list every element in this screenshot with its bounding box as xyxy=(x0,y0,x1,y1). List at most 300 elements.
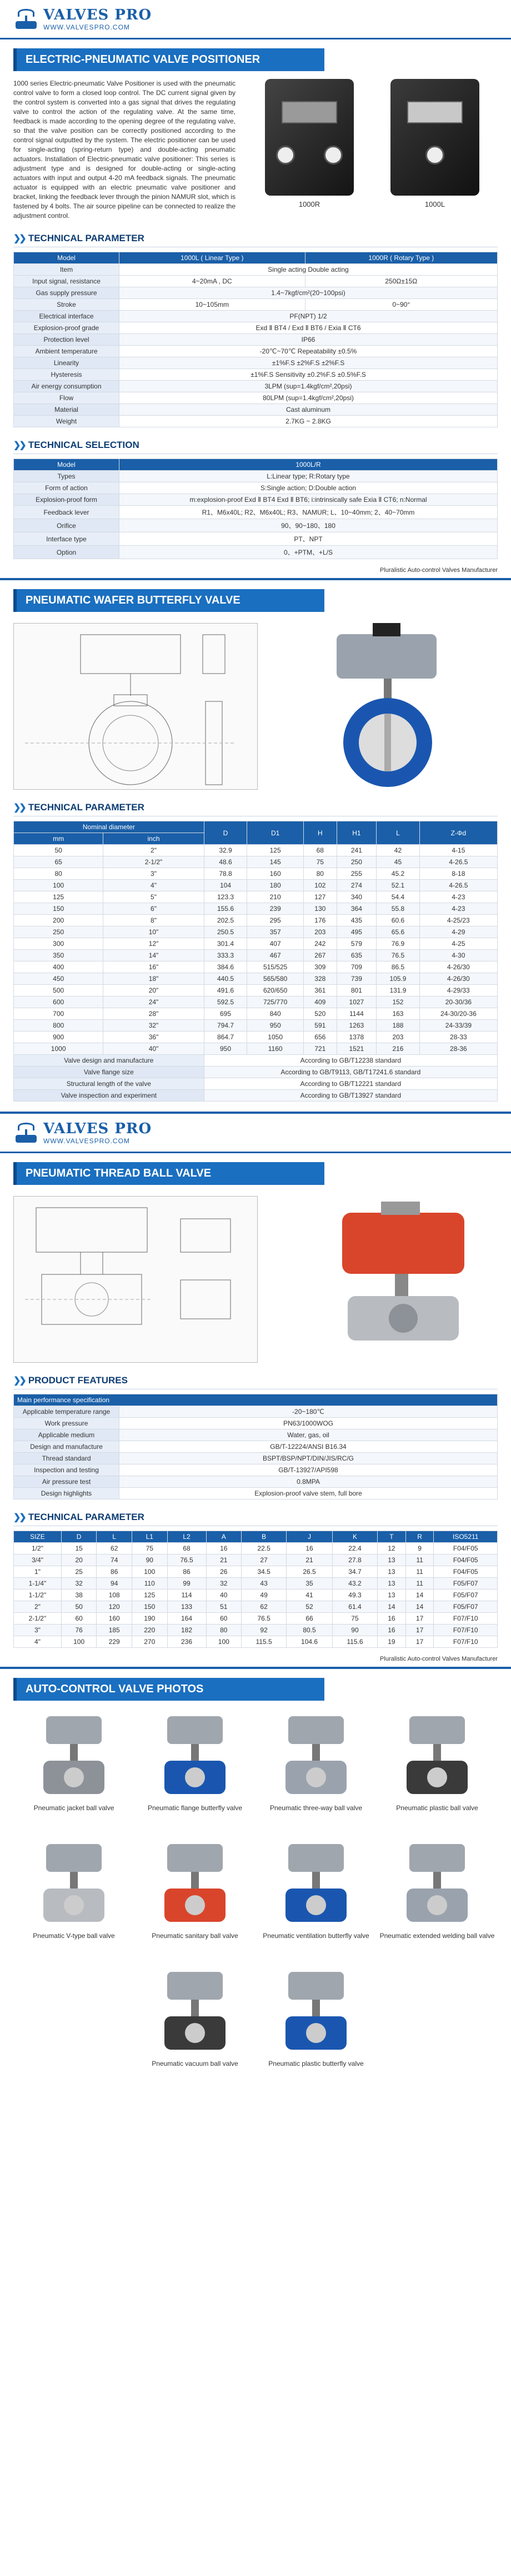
table-row xyxy=(14,471,498,482)
table-cell: 900 xyxy=(14,1032,103,1043)
table-cell: 190 xyxy=(132,1613,167,1625)
table-cell: 4-26.5 xyxy=(419,856,497,868)
photos-banner: AUTO-CONTROL VALVE PHOTOS xyxy=(13,1678,324,1701)
table-row xyxy=(14,961,498,973)
table-cell: 333.3 xyxy=(204,950,247,961)
table-cell: 21 xyxy=(287,1554,333,1566)
table-header: 1000L/R xyxy=(119,459,498,471)
table-cell: 11 xyxy=(405,1554,434,1566)
table-cell: 75 xyxy=(132,1543,167,1554)
table-cell: 520 xyxy=(304,1008,337,1020)
table-cell: 0.8MPA xyxy=(119,1476,498,1488)
table-row xyxy=(14,1476,498,1488)
table-cell: F04/F05 xyxy=(434,1554,498,1566)
table-cell: 27.8 xyxy=(332,1554,377,1566)
table-cell: 155.6 xyxy=(204,903,247,915)
table-cell: m:explosion-proof Exd Ⅱ BT4 Exd Ⅱ BT6; i:intrinsically safe Exia Ⅱ CT6; n:Normal xyxy=(119,494,498,506)
table-cell: 515/525 xyxy=(247,961,304,973)
table-cell: 80 xyxy=(304,868,337,880)
table-cell: 28" xyxy=(103,1008,204,1020)
table-cell: 42 xyxy=(377,845,420,856)
table-cell: 3/4" xyxy=(14,1554,62,1566)
table-cell: 11 xyxy=(405,1578,434,1590)
table-row xyxy=(14,1453,498,1464)
table-cell: 2" xyxy=(14,1601,62,1613)
table-cell: 68 xyxy=(304,845,337,856)
table-row xyxy=(14,1090,498,1102)
table-cell: Water, gas, oil xyxy=(119,1429,498,1441)
table-cell: Valve flange size xyxy=(14,1067,204,1078)
table-cell: 407 xyxy=(247,938,304,950)
table-cell: 104 xyxy=(204,880,247,891)
section-title: ❯❯ TECHNICAL PARAMETER xyxy=(13,802,498,816)
chevron-right-icon: ❯❯ xyxy=(13,1376,25,1386)
table-cell: 1000 xyxy=(14,1043,103,1055)
table-header: D xyxy=(61,1531,97,1543)
table-cell: 4-26/30 xyxy=(419,961,497,973)
positioner-description: 1000 series Electric-pneumatic Valve Positioner is used with the pneumatic control valve to form a closed loop control. The DC current signal given by the control system is converted into a gas signal that drives the regulating valve to control the action of the regulating valve. At the same time, feedback is made according to the opening degree of the regulating valve, so that the valve position can be correctly positioned according to the control signal outputted by the system. The electric positioner can be used for single-acting (spring-return type) and double-acting pneumatic actuators. Installation of Electric-pneumatic valve positioner: This series is adjustment type and is designed for double-acting or single-acting actuators with input and output 4-20 mA feedback signals. The pneumatic actuator is equipped with an electric pneumatic valve positioner and bracket, linking the feedback lever through the pinion NAMUR slot, which is fastened by 4 bolts. The air source pipeline can be connected to realize the adjustment control. xyxy=(13,79,236,220)
table-cell: 34.5 xyxy=(242,1566,287,1578)
photo-caption: Pneumatic sanitary ball valve xyxy=(152,1932,238,1940)
table-cell: 656 xyxy=(304,1032,337,1043)
table-row xyxy=(14,1590,498,1601)
table-cell: 100 xyxy=(14,880,103,891)
table-cell: Types xyxy=(14,471,119,482)
table-cell: 361 xyxy=(304,985,337,996)
photo-item xyxy=(134,1840,255,1967)
table-cell: -20℃~70℃ Repeatability ±0.5% xyxy=(119,346,498,357)
table-cell: 28-33 xyxy=(419,1032,497,1043)
table-row xyxy=(14,856,498,868)
table-row xyxy=(14,903,498,915)
valve-photo-icon xyxy=(269,1967,363,2056)
table-cell: 220 xyxy=(132,1625,167,1636)
table-cell: 32 xyxy=(206,1578,242,1590)
table-row xyxy=(14,1531,498,1543)
photo-item xyxy=(134,1712,255,1840)
table-cell: 78.8 xyxy=(204,868,247,880)
table-cell: 4~20mA , DC xyxy=(119,276,305,287)
table-cell: 3" xyxy=(103,868,204,880)
table-cell: 45 xyxy=(377,856,420,868)
table-cell: -20~180℃ xyxy=(119,1406,498,1418)
table-cell: 100 xyxy=(132,1566,167,1578)
valve-photo-icon xyxy=(390,1840,484,1929)
table-cell: 43 xyxy=(242,1578,287,1590)
table-row xyxy=(14,1020,498,1032)
table-cell: Explosion-proof grade xyxy=(14,322,119,334)
positioner-tech-table xyxy=(13,252,498,427)
positioner-1000r xyxy=(259,79,359,221)
table-cell: 295 xyxy=(247,915,304,926)
valve-photo-icon xyxy=(269,1712,363,1801)
table-cell: 100 xyxy=(61,1636,97,1648)
table-row xyxy=(14,1394,498,1406)
table-cell: 182 xyxy=(167,1625,206,1636)
table-row xyxy=(14,357,498,369)
table-cell: PT、NPT xyxy=(119,532,498,546)
table-cell: 17 xyxy=(405,1625,434,1636)
positioner-banner: ELECTRIC-PNEUMATIC VALVE POSITIONER xyxy=(13,48,324,71)
table-cell: 20-30/36 xyxy=(419,996,497,1008)
table-row xyxy=(14,322,498,334)
table-cell: 725/770 xyxy=(247,996,304,1008)
table-row xyxy=(14,311,498,322)
table-row xyxy=(14,532,498,546)
table-cell: PF(NPT) 1/2 xyxy=(119,311,498,322)
table-cell: 86.5 xyxy=(377,961,420,973)
table-cell: 34.7 xyxy=(332,1566,377,1578)
table-header: T xyxy=(378,1531,406,1543)
table-cell: 4-26.5 xyxy=(419,880,497,891)
table-cell: 65 xyxy=(14,856,103,868)
table-cell: 695 xyxy=(204,1008,247,1020)
table-cell: 68 xyxy=(167,1543,206,1554)
table-cell: 202.5 xyxy=(204,915,247,926)
table-cell: F07/F10 xyxy=(434,1613,498,1625)
table-header: mm xyxy=(14,833,103,845)
table-row xyxy=(14,1543,498,1554)
ball-drawing-icon xyxy=(13,1196,258,1363)
table-cell: Weight xyxy=(14,416,119,427)
table-cell: ±1%F.S Sensitivity ±0.2%F.S ±0.5%F.S xyxy=(119,369,498,381)
table-cell: 2-1/2" xyxy=(14,1613,62,1625)
table-row xyxy=(14,381,498,392)
ball-banner: PNEUMATIC THREAD BALL VALVE xyxy=(13,1162,324,1185)
table-row xyxy=(14,369,498,381)
table-header: Nominal diameter xyxy=(14,821,204,833)
table-cell: 152 xyxy=(377,996,420,1008)
table-cell: 49.3 xyxy=(332,1590,377,1601)
table-cell: 45.2 xyxy=(377,868,420,880)
table-cell: 450 xyxy=(14,973,103,985)
table-row xyxy=(14,276,498,287)
table-header: Model xyxy=(14,252,119,264)
table-cell: 301.4 xyxy=(204,938,247,950)
table-cell: 200 xyxy=(14,915,103,926)
table-cell: 13 xyxy=(378,1554,406,1566)
table-cell: 1/2" xyxy=(14,1543,62,1554)
table-cell: Explosion-proof form xyxy=(14,494,119,506)
table-cell: 409 xyxy=(304,996,337,1008)
table-cell: 591 xyxy=(304,1020,337,1032)
table-cell: 16 xyxy=(378,1613,406,1625)
table-cell: 4" xyxy=(103,880,204,891)
table-cell: 250 xyxy=(14,926,103,938)
table-cell: Work pressure xyxy=(14,1418,119,1429)
table-cell: 22.5 xyxy=(242,1543,287,1554)
table-cell: Stroke xyxy=(14,299,119,311)
table-header: K xyxy=(332,1531,377,1543)
table-cell: 90、90~180、180 xyxy=(119,519,498,532)
section-title: ❯❯ TECHNICAL PARAMETER xyxy=(13,233,498,247)
table-cell: 20" xyxy=(103,985,204,996)
table-row xyxy=(14,287,498,299)
table-cell: 62 xyxy=(97,1543,132,1554)
table-cell: 60 xyxy=(61,1613,97,1625)
table-cell: 14 xyxy=(405,1590,434,1601)
table-cell: 26 xyxy=(206,1566,242,1578)
table-cell: 105.9 xyxy=(377,973,420,985)
table-cell: 0~90° xyxy=(305,299,497,311)
section-title: ❯❯ TECHNICAL SELECTION xyxy=(13,440,498,454)
table-row xyxy=(14,1032,498,1043)
table-cell: 160 xyxy=(247,868,304,880)
table-cell: 92 xyxy=(242,1625,287,1636)
table-cell: 65.6 xyxy=(377,926,420,938)
table-header: L2 xyxy=(167,1531,206,1543)
table-cell: 3" xyxy=(14,1625,62,1636)
table-cell: 216 xyxy=(377,1043,420,1055)
table-cell: 203 xyxy=(304,926,337,938)
table-cell: L:Linear type; R:Rotary type xyxy=(119,471,498,482)
table-cell: 328 xyxy=(304,973,337,985)
table-cell: 4-26/30 xyxy=(419,973,497,985)
table-cell: 12" xyxy=(103,938,204,950)
table-cell: 108 xyxy=(97,1590,132,1601)
table-cell: 115.5 xyxy=(242,1636,287,1648)
table-cell: Explosion-proof valve stem, full bore xyxy=(119,1488,498,1499)
table-row xyxy=(14,926,498,938)
table-cell: 950 xyxy=(204,1043,247,1055)
table-cell: S:Single action; D:Double action xyxy=(119,482,498,494)
table-cell: 13 xyxy=(378,1590,406,1601)
table-cell: 500 xyxy=(14,985,103,996)
table-cell: 188 xyxy=(377,1020,420,1032)
table-cell: 9 xyxy=(405,1543,434,1554)
table-cell: 2.7KG ~ 2.8KG xyxy=(119,416,498,427)
table-cell: 600 xyxy=(14,996,103,1008)
table-cell: 13 xyxy=(378,1578,406,1590)
table-cell: According to GB/T9113, GB/T17241.6 standard xyxy=(204,1067,497,1078)
table-row xyxy=(14,1078,498,1090)
table-row xyxy=(14,1625,498,1636)
chevron-right-icon: ❯❯ xyxy=(13,234,25,243)
table-row xyxy=(14,868,498,880)
table-cell: Material xyxy=(14,404,119,416)
table-cell: ±1%F.S ±2%F.S ±2%F.S xyxy=(119,357,498,369)
table-cell: 340 xyxy=(337,891,377,903)
table-cell: 1" xyxy=(14,1566,62,1578)
table-cell: 80 xyxy=(14,868,103,880)
table-cell: 115.6 xyxy=(332,1636,377,1648)
section-title: ❯❯ PRODUCT FEATURES xyxy=(13,1375,498,1389)
table-cell: 4-25/23 xyxy=(419,915,497,926)
model-caption: 1000L xyxy=(424,200,445,208)
table-cell: Option xyxy=(14,546,119,559)
table-header: ISO5211 xyxy=(434,1531,498,1543)
table-cell: 36" xyxy=(103,1032,204,1043)
table-header: J xyxy=(287,1531,333,1543)
table-row xyxy=(14,1008,498,1020)
table-cell: Single acting Double acting xyxy=(119,264,498,276)
table-cell: F05/F07 xyxy=(434,1578,498,1590)
table-cell: 24" xyxy=(103,996,204,1008)
table-cell: 357 xyxy=(247,926,304,938)
table-cell: 40 xyxy=(206,1590,242,1601)
table-cell: Inspection and testing xyxy=(14,1464,119,1476)
table-header: L xyxy=(377,821,420,845)
table-cell: Applicable medium xyxy=(14,1429,119,1441)
ball-tech-table xyxy=(13,1531,498,1648)
table-cell: 801 xyxy=(337,985,377,996)
table-cell: GB/T-13927/API598 xyxy=(119,1464,498,1476)
table-cell: 22.4 xyxy=(332,1543,377,1554)
table-cell: 467 xyxy=(247,950,304,961)
table-row xyxy=(14,299,498,311)
table-cell: 185 xyxy=(97,1625,132,1636)
table-cell: 491.6 xyxy=(204,985,247,996)
table-row xyxy=(14,1043,498,1055)
table-cell: 150 xyxy=(14,903,103,915)
table-cell: Gas supply pressure xyxy=(14,287,119,299)
table-row xyxy=(14,346,498,357)
table-row xyxy=(14,459,498,471)
table-header: H1 xyxy=(337,821,377,845)
brand-url: WWW.VALVESPRO.COM xyxy=(43,23,130,31)
table-cell: 14 xyxy=(378,1601,406,1613)
table-cell: 435 xyxy=(337,915,377,926)
table-cell: 125 xyxy=(247,845,304,856)
brand-divider xyxy=(0,1152,511,1153)
table-cell: 61.4 xyxy=(332,1601,377,1613)
table-cell: 18" xyxy=(103,973,204,985)
table-header: Main performance specification xyxy=(14,1394,498,1406)
photo-caption: Pneumatic extended welding ball valve xyxy=(379,1932,495,1940)
table-cell: 14 xyxy=(405,1601,434,1613)
table-cell: According to GB/T12221 standard xyxy=(204,1078,497,1090)
table-header: SIZE xyxy=(14,1531,62,1543)
table-cell: 32.9 xyxy=(204,845,247,856)
table-header: D1 xyxy=(247,821,304,845)
table-cell: 27 xyxy=(242,1554,287,1566)
table-cell: Interface type xyxy=(14,532,119,546)
photo-caption: Pneumatic jacket ball valve xyxy=(33,1804,114,1812)
table-cell: 4-29 xyxy=(419,926,497,938)
positioner-images xyxy=(236,79,498,221)
photo-item xyxy=(255,1967,377,2095)
footer-note: Pluralistic Auto-control Valves Manufacturer xyxy=(380,1656,498,1662)
brand-name: VALVES PRO xyxy=(43,1120,152,1137)
table-cell: 48.6 xyxy=(204,856,247,868)
photo-caption: Pneumatic vacuum ball valve xyxy=(152,2060,238,2067)
table-cell: 120 xyxy=(97,1601,132,1613)
table-cell: F04/F05 xyxy=(434,1566,498,1578)
table-cell: 384.6 xyxy=(204,961,247,973)
table-header: 1000R ( Rotary Type ) xyxy=(305,252,497,264)
table-cell: 76.9 xyxy=(377,938,420,950)
table-cell: 100 xyxy=(206,1636,242,1648)
table-cell: Exd Ⅱ BT4 / Exd Ⅱ BT6 / Exia Ⅱ CT6 xyxy=(119,322,498,334)
table-cell: 19 xyxy=(378,1636,406,1648)
table-cell: 16 xyxy=(378,1625,406,1636)
table-cell: Input signal, resistance xyxy=(14,276,119,287)
table-cell: 102 xyxy=(304,880,337,891)
table-row xyxy=(14,1418,498,1429)
table-cell: Air energy consumption xyxy=(14,381,119,392)
table-cell: 15 xyxy=(61,1543,97,1554)
table-cell: 739 xyxy=(337,973,377,985)
table-cell: 50 xyxy=(14,845,103,856)
table-cell: 80LPM (sup=1.4kgf/cm²,20psi) xyxy=(119,392,498,404)
table-cell: 16 xyxy=(206,1543,242,1554)
table-cell: 17 xyxy=(405,1613,434,1625)
table-cell: 709 xyxy=(337,961,377,973)
table-cell: F05/F07 xyxy=(434,1590,498,1601)
table-cell: 125 xyxy=(132,1590,167,1601)
table-cell: Form of action xyxy=(14,482,119,494)
table-row xyxy=(14,1554,498,1566)
table-cell: Ambient temperature xyxy=(14,346,119,357)
table-cell: 565/580 xyxy=(247,973,304,985)
table-cell: 3LPM (sup=1.4kgf/cm²,20psi) xyxy=(119,381,498,392)
ball-photo-icon xyxy=(275,1196,498,1363)
table-cell: 1-1/4" xyxy=(14,1578,62,1590)
table-cell: 242 xyxy=(304,938,337,950)
table-cell: 76 xyxy=(61,1625,97,1636)
table-header: H xyxy=(304,821,337,845)
table-cell: 309 xyxy=(304,961,337,973)
table-cell: Feedback lever xyxy=(14,506,119,519)
table-header: inch xyxy=(103,833,204,845)
table-cell: Orifice xyxy=(14,519,119,532)
table-cell: 800 xyxy=(14,1020,103,1032)
table-cell: 864.7 xyxy=(204,1032,247,1043)
table-cell: 10" xyxy=(103,926,204,938)
table-cell: 1263 xyxy=(337,1020,377,1032)
table-cell: F07/F10 xyxy=(434,1625,498,1636)
photo-caption: Pneumatic plastic butterfly valve xyxy=(268,2060,364,2067)
valve-photo-icon xyxy=(148,1840,242,1929)
table-cell: 40" xyxy=(103,1043,204,1055)
table-row xyxy=(14,1464,498,1476)
table-cell: 55.8 xyxy=(377,903,420,915)
table-cell: 350 xyxy=(14,950,103,961)
table-header: 1000L ( Linear Type ) xyxy=(119,252,305,264)
table-cell: 32 xyxy=(61,1578,97,1590)
table-cell: 90 xyxy=(332,1625,377,1636)
valve-logo-icon xyxy=(13,1123,39,1144)
table-cell: 130 xyxy=(304,903,337,915)
table-cell: 229 xyxy=(97,1636,132,1648)
photo-grid xyxy=(13,1712,498,2095)
table-row xyxy=(14,1636,498,1648)
table-row xyxy=(14,494,498,506)
valve-photo-icon xyxy=(27,1712,121,1801)
valve-photo-icon xyxy=(148,1712,242,1801)
table-row xyxy=(14,1601,498,1613)
table-row xyxy=(14,950,498,961)
table-cell: 203 xyxy=(377,1032,420,1043)
table-cell: 11 xyxy=(405,1566,434,1578)
table-row xyxy=(14,416,498,427)
table-cell: 41 xyxy=(287,1590,333,1601)
table-cell: 2" xyxy=(103,845,204,856)
table-cell: 6" xyxy=(103,903,204,915)
table-cell: 125 xyxy=(14,891,103,903)
table-cell: Protection level xyxy=(14,334,119,346)
table-cell: 14" xyxy=(103,950,204,961)
table-cell: 700 xyxy=(14,1008,103,1020)
butterfly-banner: PNEUMATIC WAFER BUTTERFLY VALVE xyxy=(13,589,324,612)
table-cell: 1144 xyxy=(337,1008,377,1020)
table-cell: 794.7 xyxy=(204,1020,247,1032)
table-cell: 250.5 xyxy=(204,926,247,938)
photo-caption: Pneumatic flange butterfly valve xyxy=(147,1804,243,1812)
table-row xyxy=(14,546,498,559)
photo-item xyxy=(377,1712,498,1840)
butterfly-drawing-icon xyxy=(13,623,258,790)
